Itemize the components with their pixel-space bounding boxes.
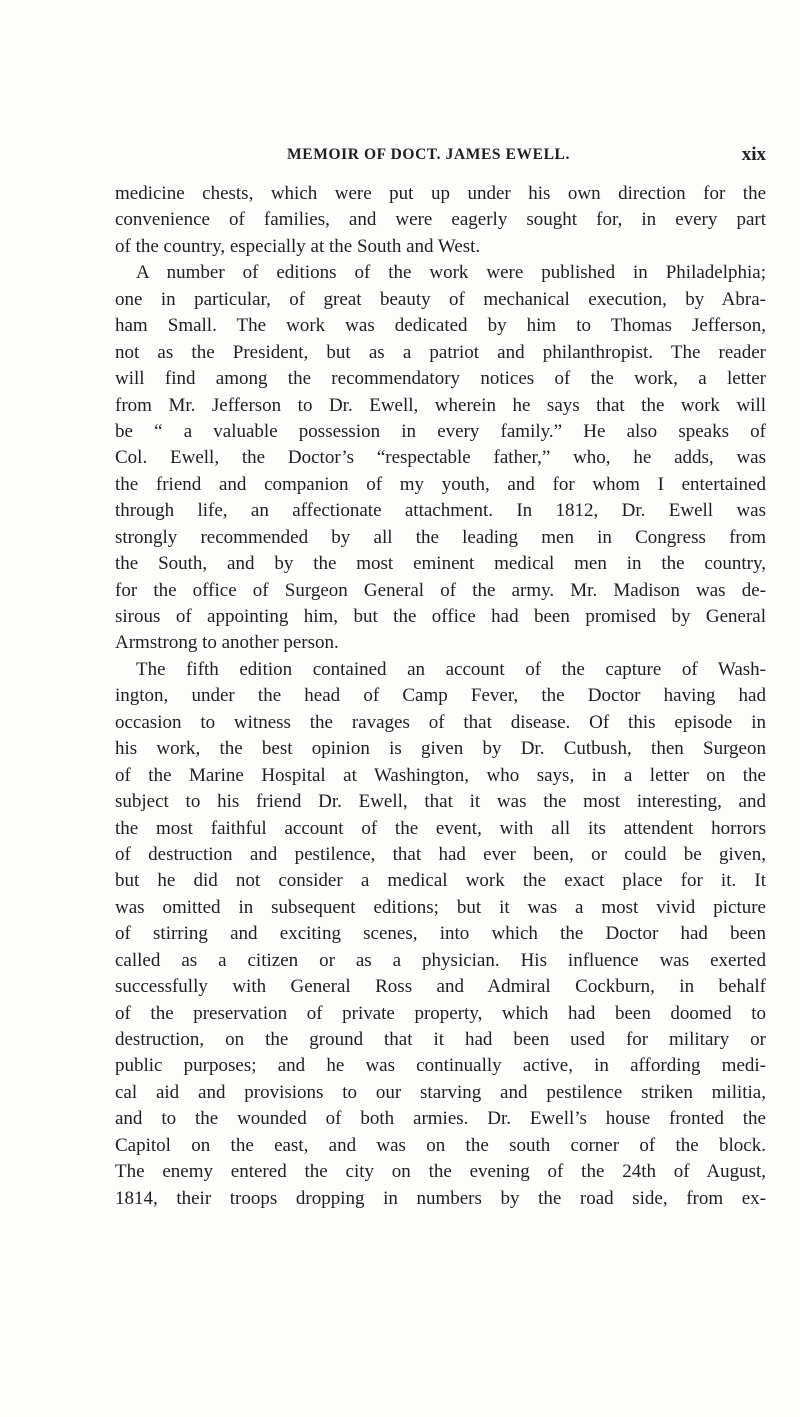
page-number: xix	[741, 144, 766, 165]
text-line: of stirring and exciting scenes, into which the Doctor had been	[115, 923, 766, 945]
text-line: strongly recommended by all the leading men in Congress from	[115, 526, 766, 548]
text-line: ham Small. The work was dedicated by him to Thomas Jefferson,	[115, 315, 766, 337]
page-header	[116, 142, 766, 168]
text-line: from Mr. Jefferson to Dr. Ewell, wherein he says that the work will	[115, 394, 766, 416]
text-line: 1814, their troops dropping in numbers by the road side, from ex-	[115, 1187, 766, 1209]
text-line: the South, and by the most eminent medical men in the country,	[115, 553, 766, 575]
text-line: subject to his friend Dr. Ewell, that it was the most interesting, and	[115, 791, 766, 813]
text-line: cal aid and provisions to our starving and pestilence striken militia,	[115, 1081, 766, 1103]
text-line: for the office of Surgeon General of the army. Mr. Madison was de-	[115, 579, 766, 601]
body-text	[115, 181, 766, 1212]
text-line: called as a citizen or as a physician. His influence was exerted	[115, 949, 766, 971]
text-line: of the Marine Hospital at Washington, who says, in a letter on the	[115, 764, 766, 786]
text-line: The enemy entered the city on the evening of the 24th of August,	[115, 1161, 766, 1183]
text-line: destruction, on the ground that it had been used for military or	[115, 1029, 766, 1050]
text-line: sirous of appointing him, but the office had been promised by General	[115, 606, 766, 627]
text-line: his work, the best opinion is given by Dr. Cutbush, then Surgeon	[115, 738, 766, 760]
text-line: ington, under the head of Camp Fever, the Doctor having had	[115, 685, 766, 707]
text-line: through life, an affectionate attachment. In 1812, Dr. Ewell was	[115, 500, 766, 522]
text-line: of destruction and pestilence, that had ever been, or could be given,	[115, 843, 766, 865]
text-line: public purposes; and he was continually active, in affording medi-	[115, 1055, 766, 1077]
text-line: A number of editions of the work were published in Philadelphia;	[136, 262, 766, 284]
text-line: be “ a valuable possession in every family.” He also speaks of	[115, 420, 766, 442]
text-line: and to the wounded of both armies. Dr. Ewell’s house fronted the	[115, 1108, 766, 1130]
text-line: convenience of families, and were eagerly sought for, in every part	[115, 209, 766, 231]
text-line: Armstrong to another person.	[115, 632, 339, 654]
text-line: occasion to witness the ravages of that disease. Of this episode in	[115, 711, 766, 733]
text-line: Col. Ewell, the Doctor’s “respectable father,” who, he adds, was	[115, 447, 766, 469]
text-line: The fifth edition contained an account of the capture of Wash-	[136, 658, 766, 680]
text-line: medicine chests, which were put up under his own direction for the	[115, 183, 766, 204]
text-line: the most faithful account of the event, with all its attendent horrors	[115, 817, 766, 839]
text-line: Capitol on the east, and was on the south corner of the block.	[115, 1134, 766, 1156]
text-line: not as the President, but as a patriot and philanthropist. The reader	[115, 341, 766, 363]
text-line: of the country, especially at the South and West.	[115, 235, 481, 257]
text-line: will find among the recommendatory notices of the work, a letter	[115, 368, 766, 390]
text-line: was omitted in subsequent editions; but it was a most vivid picture	[115, 896, 766, 918]
text-line: the friend and companion of my youth, and for whom I entertained	[115, 473, 766, 495]
text-line: successfully with General Ross and Admiral Cockburn, in behalf	[115, 976, 766, 998]
text-line: one in particular, of great beauty of mechanical execution, by Abra-	[115, 288, 766, 310]
text-line: but he did not consider a medical work the exact place for it. It	[115, 870, 766, 892]
text-line: of the preservation of private property, which had been doomed to	[115, 1002, 766, 1024]
running-title: MEMOIR OF DOCT. JAMES EWELL.	[287, 146, 570, 163]
